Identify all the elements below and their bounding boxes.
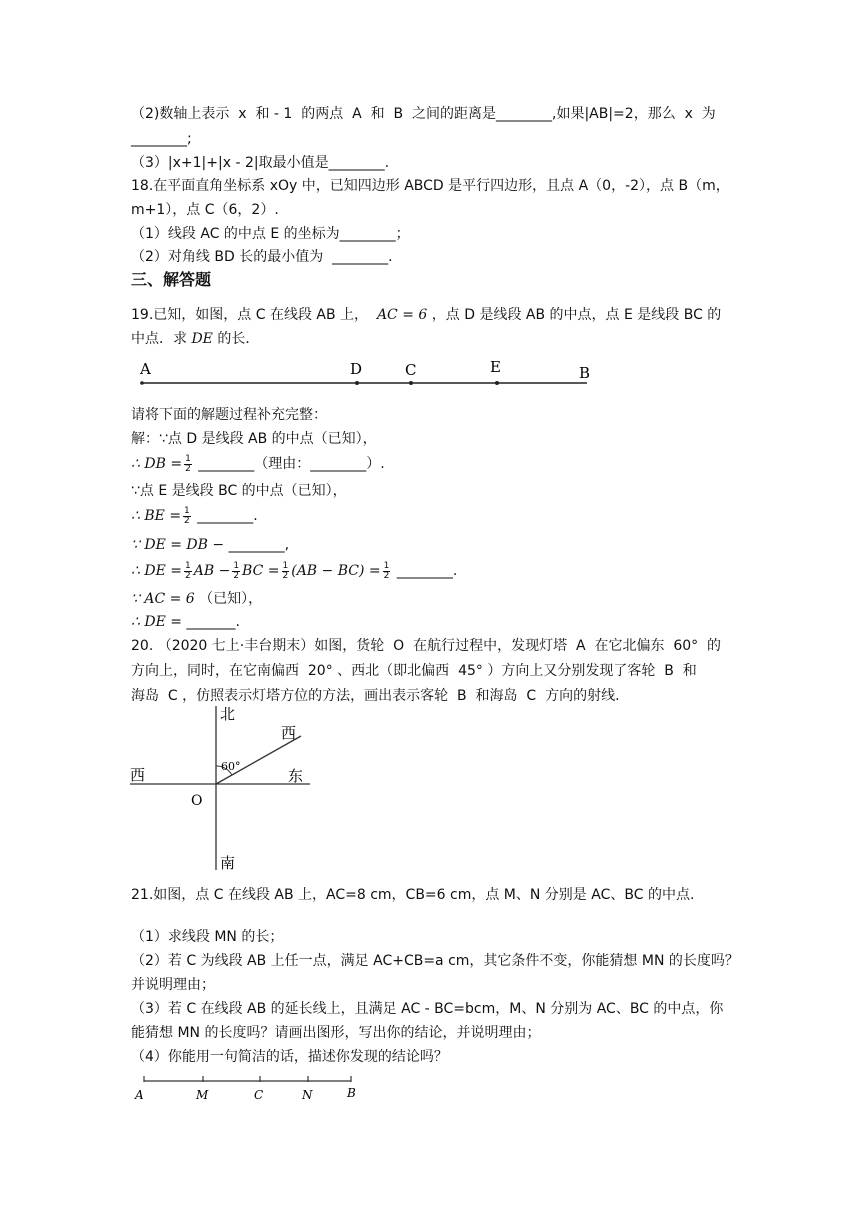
q17-part2-line1: （2)数轴上表示 x 和 - 1 的两点 A 和 B 之间的距离是________,如果|AB|=2，那么 x 为: [131, 106, 716, 122]
q18-part1: （1）线段 AC 的中点 E 的坐标为________；: [131, 226, 410, 242]
point-e: [495, 381, 499, 385]
q19-text: 中点．求: [131, 331, 187, 347]
frac-num: 1: [383, 560, 390, 571]
q20-compass-figure: [128, 700, 328, 878]
frac-den: 2: [383, 570, 390, 581]
q21-part4: （4）你能用一句简洁的话，描述你发现的结论吗？: [131, 1049, 448, 1065]
q19-math: AB −: [193, 563, 231, 579]
point-d: [355, 381, 359, 385]
q19-segment-figure: [130, 355, 600, 395]
label-b: B: [579, 364, 591, 382]
label-b: B: [347, 1086, 356, 1100]
q19-instruction: 请将下面的解题过程补充完整：: [131, 407, 327, 423]
q18-line2: m+1），点 C（6，2）.: [131, 202, 279, 218]
q19-text: 的长．: [217, 331, 260, 347]
q19-sol3: ∵点 E 是线段 BC 的中点（已知），: [131, 483, 347, 499]
q17-part2-line2: ________;: [131, 131, 192, 147]
q21-part1: （1）求线段 MN 的长；: [131, 929, 284, 945]
south-label: 南: [220, 854, 236, 872]
frac-num: 1: [184, 505, 190, 516]
label-d: D: [350, 360, 363, 378]
q20-line1: 20. （2020 七上·丰台期末）如图，货轮 O 在航行过程中，发现灯塔 A 在它北偏东 60° 的: [131, 638, 722, 654]
label-a: A: [140, 360, 151, 378]
frac-num: 1: [233, 560, 240, 571]
q19-line2: [131, 329, 259, 349]
frac-num: 1: [282, 560, 289, 571]
q19-sol4: [131, 506, 258, 526]
angle-label: 60°: [221, 760, 241, 773]
fraction-half: [282, 562, 290, 581]
q19-sol7: [131, 589, 262, 609]
q20-line3: 海岛 C ，仿照表示灯塔方位的方法，画出表示客轮 B 和海岛 C 方向的射线.: [131, 688, 620, 704]
q19-math: ∴ DE =: [131, 614, 182, 630]
point-a: [140, 381, 144, 385]
q19-sol6: [131, 561, 457, 581]
q19-math: ∴ DE =: [131, 563, 182, 579]
q19-math: AC = 6: [376, 307, 428, 323]
north-label: 北: [220, 705, 236, 723]
frac-den: 2: [184, 570, 191, 581]
q19-text: ________.: [197, 508, 258, 524]
label-m: M: [196, 1088, 209, 1102]
q18-line1: 18.在平面直角坐标系 xOy 中，已知四边形 ABCD 是平行四边形，且点 A（0，-2），点 B（m，: [131, 178, 730, 194]
frac-den: 2: [233, 570, 240, 581]
fraction-half: [183, 507, 191, 526]
q21-part3-line2: 能猜想 MN 的长度吗？请画出图形，写出你的结论，并说明理由；: [131, 1025, 541, 1041]
q19-sol2: [131, 454, 385, 474]
q21-segment-figure: [130, 1070, 370, 1104]
q19-text: 19.已知，如图，点 C 在线段 AB 上，: [131, 307, 369, 323]
q19-sol8: [131, 612, 240, 632]
origin-label: O: [191, 793, 203, 809]
frac-num: 1: [184, 560, 191, 571]
q19-math: ∴ BE =: [131, 508, 182, 524]
q19-text: ________（理由：________）.: [198, 456, 385, 472]
q17-part3: （3）|x+1|+|x - 2|取最小值是________.: [131, 155, 390, 171]
label-n: N: [302, 1088, 313, 1102]
fraction-half: [184, 562, 192, 581]
q19-math: DE: [191, 331, 213, 347]
q19-text: ，点 D 是线段 AB 的中点，点 E 是线段 BC 的: [431, 307, 722, 323]
q19-math: ∴ DB =: [131, 456, 183, 472]
label-a: A: [135, 1088, 144, 1102]
label-c: C: [254, 1088, 264, 1102]
fraction-half: [383, 562, 391, 581]
q21-part2-line2: 并说明理由；: [131, 977, 215, 993]
frac-den: 2: [185, 463, 191, 474]
fraction-half: [184, 455, 192, 474]
ray-label: 西: [281, 724, 297, 742]
section-title: 三、解答题: [131, 270, 212, 289]
q19-math: (AB − BC) =: [291, 563, 381, 579]
q19-line1: [131, 305, 721, 325]
q19-text: ________.: [396, 563, 458, 579]
point-c: [409, 381, 413, 385]
q19-sol1: 解：∵点 D 是线段 AB 的中点（已知），: [131, 431, 377, 447]
q18-part2: （2）对角线 BD 长的最小值为 ________.: [131, 249, 393, 265]
fraction-half: [232, 562, 240, 581]
q21-part2-line1: （2）若 C 为线段 AB 上任一点，满足 AC+CB=a cm，其它条件不变，你能猜想 MN 的长度吗？: [131, 953, 739, 969]
q19-sol5: [131, 535, 289, 555]
west-label: 西: [130, 766, 146, 784]
q19-text: _______.: [186, 614, 240, 630]
q19-math: ∵ DE = DB −: [131, 537, 225, 553]
q21-part3-line1: （3）若 C 在线段 AB 的延长线上，且满足 AC - BC=bcm，M、N 分别为 AC、BC 的中点，你: [131, 1001, 724, 1017]
q19-math: ∵ AC = 6: [131, 591, 195, 607]
q19-math: BC =: [242, 563, 280, 579]
frac-den: 2: [184, 515, 190, 526]
q20-line2: 方向上，同时，在它南偏西 20° 、西北（即北偏西 45° ）方向上又分别发现了客轮 B 和: [131, 663, 697, 679]
frac-num: 1: [185, 453, 191, 464]
label-e: E: [490, 358, 501, 376]
label-c: C: [405, 361, 417, 379]
q19-text: ________,: [228, 537, 290, 553]
q21-line1: 21.如图，点 C 在线段 AB 上，AC=8 cm，CB=6 cm，点 M、N 分别是 AC、BC 的中点.: [131, 887, 695, 903]
frac-den: 2: [282, 570, 289, 581]
q19-text: （已知），: [199, 591, 263, 607]
east-label: 东: [288, 767, 304, 785]
